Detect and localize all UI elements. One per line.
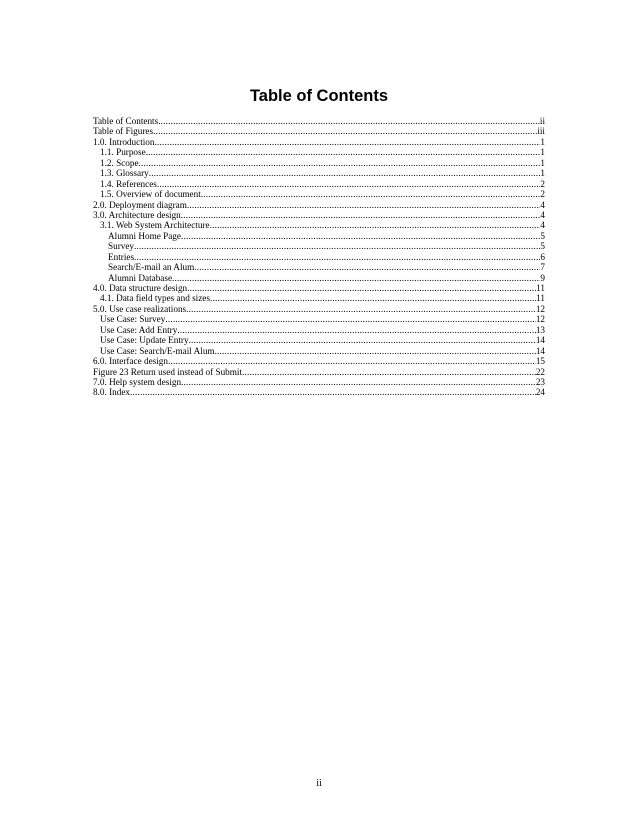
- toc-entry-label: 1.1. Purpose: [100, 147, 146, 158]
- toc-entry-page-number: 2: [540, 189, 545, 200]
- toc-entry[interactable]: [93, 377, 545, 387]
- toc-dot-leader: [172, 273, 540, 283]
- toc-dot-leader: [187, 200, 541, 210]
- toc-entry-page-number: iii: [537, 126, 545, 137]
- toc-dot-leader: [187, 283, 536, 293]
- toc-entry[interactable]: [93, 314, 545, 324]
- toc-entry-label: Use Case: Search/E-mail Alum: [100, 345, 215, 356]
- toc-entry-page-number: 4: [540, 220, 545, 231]
- toc-entry-label: 1.3. Glossary: [100, 168, 149, 179]
- toc-dot-leader: [168, 356, 536, 366]
- toc-entry-page-number: 23: [535, 376, 545, 387]
- toc-dot-leader: [134, 252, 540, 262]
- toc-entry[interactable]: [93, 189, 545, 199]
- toc-entry-page-number: 1: [540, 147, 545, 158]
- toc-entry-page-number: 22: [535, 366, 545, 377]
- toc-entry-page-number: 6: [540, 251, 545, 262]
- toc-entry-page-number: 1: [540, 136, 545, 147]
- toc-entry-page-number: 13: [535, 324, 545, 335]
- toc-dot-leader: [194, 262, 540, 272]
- toc-entry[interactable]: [93, 304, 545, 314]
- toc-entry-label: Survey: [108, 241, 135, 252]
- toc-entry-page-number: 14: [535, 345, 545, 356]
- toc-entry[interactable]: [93, 241, 545, 251]
- toc-entry-page-number: 14: [535, 335, 545, 346]
- toc-entry-label: Figure 23 Return used instead of Submit: [93, 366, 243, 377]
- toc-entry-label: 5.0. Use case realizations: [93, 303, 187, 314]
- toc-dot-leader: [155, 137, 541, 147]
- toc-entry[interactable]: [93, 325, 545, 335]
- toc-dot-leader: [149, 168, 541, 178]
- page-number: ii: [316, 778, 322, 789]
- toc-entry[interactable]: [93, 262, 545, 272]
- toc-entry[interactable]: [93, 252, 545, 262]
- toc-dot-leader: [177, 325, 535, 335]
- toc-entry-label: 1.4. References: [100, 178, 157, 189]
- toc-dot-leader: [153, 126, 537, 136]
- toc-entry-label: 4.0. Data structure design: [93, 283, 188, 293]
- toc-entry-label: 1.2. Scope: [100, 157, 139, 168]
- toc-entry[interactable]: [93, 168, 545, 178]
- toc-entry[interactable]: [93, 293, 545, 303]
- toc-dot-leader: [181, 377, 536, 387]
- toc-dot-leader: [186, 304, 536, 314]
- toc-entry-label: Alumni Database: [108, 272, 173, 283]
- toc-entry-page-number: 5: [540, 230, 545, 241]
- toc-entry-label: 8.0. Index: [93, 387, 130, 398]
- toc-entry-page-number: 1: [540, 157, 545, 168]
- toc-entry-page-number: 24: [535, 387, 545, 398]
- toc-dot-leader: [165, 314, 535, 324]
- toc-entry[interactable]: [93, 283, 545, 293]
- toc-entry[interactable]: [93, 126, 545, 136]
- toc-entry-page-number: 15: [535, 356, 545, 367]
- toc-entry-page-number: 11: [536, 283, 545, 293]
- toc-entry-label: Table of Contents: [93, 116, 159, 126]
- toc-dot-leader: [201, 189, 541, 199]
- toc-entry[interactable]: [93, 147, 545, 157]
- toc-entry-page-number: 9: [540, 272, 545, 283]
- toc-dot-leader: [158, 116, 540, 126]
- toc-dot-leader: [215, 346, 536, 356]
- toc-dot-leader: [210, 293, 536, 303]
- toc-entry-label: Search/E-mail an Alum: [108, 262, 195, 273]
- toc-entry[interactable]: [93, 220, 545, 230]
- toc-dot-leader: [157, 179, 541, 189]
- toc-entry-page-number: 4: [540, 199, 545, 210]
- toc-dot-leader: [130, 387, 536, 397]
- toc-entry-label: 3.1. Web System Architecture: [100, 220, 210, 231]
- toc-entry-label: 1.5. Overview of document: [100, 189, 201, 200]
- toc-entry[interactable]: [93, 158, 545, 168]
- toc-dot-leader: [189, 335, 536, 345]
- toc-entry-label: Use Case: Survey: [100, 314, 166, 325]
- toc-entry[interactable]: [93, 116, 545, 126]
- toc-entry-page-number: 5: [540, 241, 545, 252]
- toc-entry[interactable]: [93, 231, 545, 241]
- toc-entry-page-number: 1: [540, 168, 545, 179]
- toc-dot-leader: [146, 147, 541, 157]
- toc-dot-leader: [181, 231, 540, 241]
- toc-entry-label: 4.1. Data field types and sizes: [100, 293, 210, 304]
- toc-entry-label: 7.0. Help system design: [93, 376, 182, 387]
- toc-entry-page-number: ii: [539, 116, 545, 126]
- toc-entry-label: Use Case: Update Entry: [100, 335, 189, 346]
- toc-entry-page-number: 4: [540, 209, 545, 220]
- page-title: Table of Contents: [249, 87, 389, 105]
- toc-entry[interactable]: [93, 356, 545, 366]
- toc-entry-page-number: 11: [536, 293, 545, 304]
- toc-entry[interactable]: [93, 179, 545, 189]
- table-of-contents: [93, 116, 545, 398]
- toc-entry[interactable]: [93, 137, 545, 147]
- toc-entry-label: 6.0. Interface design: [93, 356, 168, 367]
- toc-entry-label: Table of Figures: [93, 126, 154, 137]
- toc-entry-label: 3.0. Architecture design: [93, 209, 181, 220]
- toc-entry-label: 2.0. Deployment diagram: [93, 199, 187, 210]
- toc-entry-label: Use Case: Add Entry: [100, 324, 178, 335]
- toc-entry[interactable]: [93, 273, 545, 283]
- toc-entry[interactable]: [93, 335, 545, 345]
- toc-entry-page-number: 2: [540, 178, 545, 189]
- toc-entry-page-number: 12: [535, 303, 545, 314]
- toc-entry-page-number: 12: [535, 314, 545, 325]
- toc-dot-leader: [242, 367, 536, 377]
- toc-entry-label: Alumni Home Page: [108, 230, 181, 241]
- toc-dot-leader: [134, 241, 540, 251]
- toc-dot-leader: [139, 158, 541, 168]
- toc-entry[interactable]: [93, 200, 545, 210]
- toc-dot-leader: [181, 210, 541, 220]
- toc-entry[interactable]: [93, 210, 545, 220]
- toc-entry[interactable]: [93, 346, 545, 356]
- toc-dot-leader: [210, 220, 541, 230]
- toc-entry-label: 1.0. Introduction: [93, 136, 155, 147]
- toc-entry[interactable]: [93, 387, 545, 397]
- toc-entry[interactable]: [93, 367, 545, 377]
- toc-entry-page-number: 7: [540, 262, 545, 273]
- toc-entry-label: Entries: [108, 251, 135, 262]
